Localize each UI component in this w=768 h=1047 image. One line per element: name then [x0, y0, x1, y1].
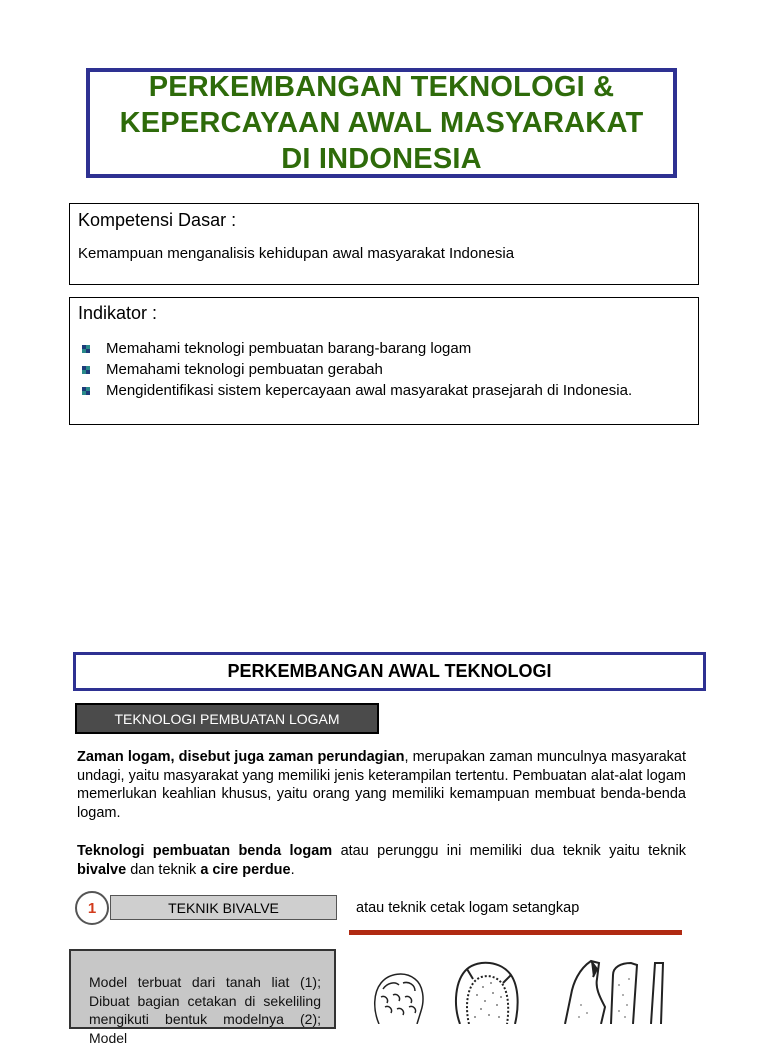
square-bullet-icon	[82, 387, 90, 395]
para2-bold-3: a cire perdue	[200, 861, 291, 878]
section-title: PERKEMBANGAN AWAL TEKNOLOGI	[73, 652, 706, 691]
split-mold-icon	[565, 961, 663, 1024]
indikator-box	[69, 297, 699, 425]
para2-end: .	[290, 861, 295, 878]
para2-bold-1: Teknologi pembuatan benda logam	[77, 843, 333, 859]
square-bullet-icon	[82, 366, 90, 374]
bivalve-note: atau teknik cetak logam setangkap	[356, 900, 580, 916]
list-item	[78, 380, 678, 401]
model-description-box	[69, 949, 336, 1046]
step-number-badge: 1	[75, 891, 109, 925]
casting-mold-illustration	[365, 955, 685, 1024]
title-frame	[86, 68, 677, 178]
speckle-texture	[474, 982, 502, 1018]
indikator-heading: Indikator :	[78, 303, 158, 323]
indikator-item-text: Memahami teknologi pembuatan gerabah	[106, 361, 383, 378]
bivalve-illustration	[365, 955, 685, 1024]
para2-text-2: dan teknik	[126, 861, 201, 878]
bivalve-label: TEKNIK BIVALVE	[110, 895, 337, 920]
list-item	[78, 338, 678, 359]
subsection-tab: TEKNOLOGI PEMBUATAN LOGAM	[75, 703, 379, 734]
para1-rest: , merupakan zaman munculnya masyarakat undagi, yaitu masyarakat yang memiliki jenis keterampilan tertentu. Pembuatan alat-alat logam memerlukan keahlian khusus, yaitu orang yang memiliki kemampuan membuat benda-benda logam.	[77, 749, 686, 821]
indikator-item-text: Memahami teknologi pembuatan barang-barang logam	[106, 340, 472, 357]
paragraph-zaman-logam	[77, 748, 686, 822]
para1-bold: Zaman logam, disebut juga zaman perundagian	[77, 749, 405, 765]
para2-text-1: atau perunggu ini memiliki dua teknik yaitu teknik	[332, 843, 687, 859]
indikator-list	[78, 338, 678, 401]
kompetensi-text: Kemampuan menganalisis kehidupan awal masyarakat Indonesia	[78, 245, 515, 262]
indikator-item-text: Mengidentifikasi sistem kepercayaan awal masyarakat prasejarah di Indonesia.	[106, 382, 633, 399]
paragraph-teknologi	[77, 842, 686, 879]
kompetensi-heading: Kompetensi Dasar :	[78, 210, 237, 230]
mold-ring-icon	[456, 963, 518, 1024]
red-divider	[349, 930, 682, 935]
para2-bold-2: bivalve	[77, 861, 127, 878]
clay-head-model-icon	[375, 974, 423, 1024]
page-title: PERKEMBANGAN TEKNOLOGI & KEPERCAYAAN AWAL MASYARAKAT DI INDONESIA	[119, 71, 644, 175]
list-item	[78, 359, 678, 380]
square-bullet-icon	[82, 345, 90, 353]
kompetensi-box	[69, 203, 699, 285]
model-description-text: Model terbuat dari tanah liat (1); Dibuat bagian cetakan di sekeliling mengikuti bentuk modelnya (2); Model	[89, 974, 321, 1046]
